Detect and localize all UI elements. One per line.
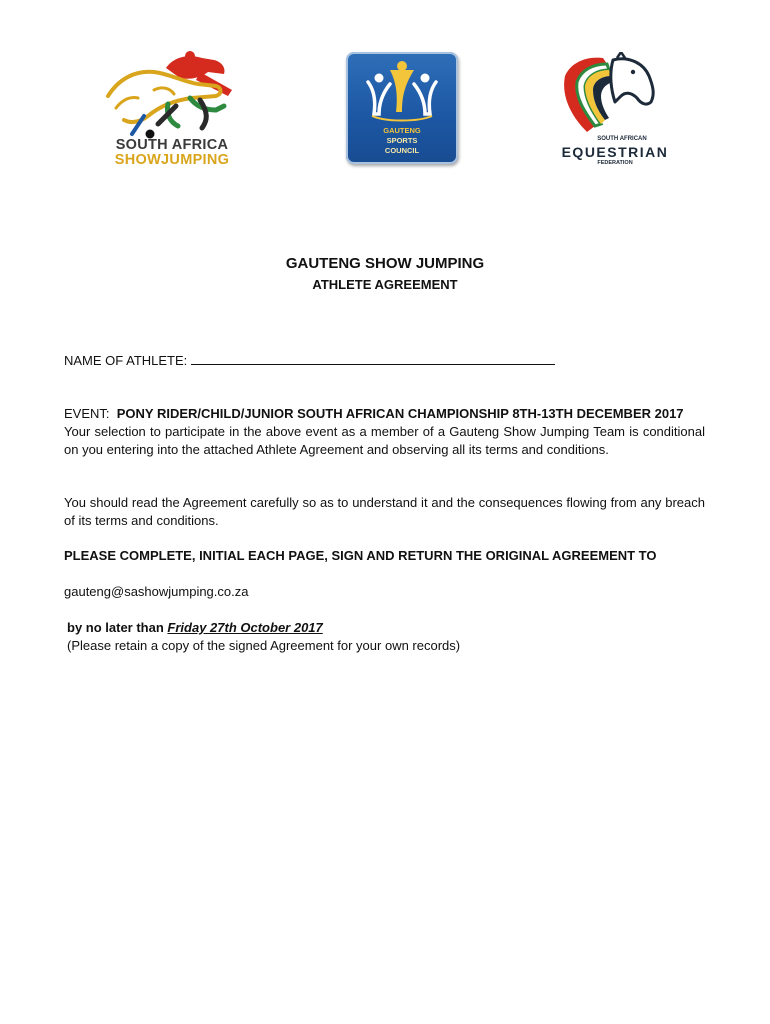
sa-logo-line1: SOUTH AFRICA [115, 137, 229, 153]
return-email: gauteng@sashowjumping.co.za [64, 584, 249, 599]
retain-note: (Please retain a copy of the signed Agreement for your own records) [67, 638, 461, 653]
athlete-name-blank-line[interactable] [191, 352, 555, 365]
gsc-logo-line3: COUNCIL [384, 146, 420, 155]
sa-equestrian-federation-logo [557, 52, 673, 172]
deadline-prefix: by no later than [67, 620, 164, 635]
return-instruction: PLEASE COMPLETE, INITIAL EACH PAGE, SIGN AND RETURN THE ORIGINAL AGREEMENT TO [64, 548, 657, 563]
event-description: Your selection to participate in the above event as a member of a Gauteng Show Jumping Team is conditional on you entering into the attached Athlete Agreement and observing all its terms and conditions. [64, 424, 705, 457]
horse-rider-emblem-icon [104, 50, 240, 140]
athletes-emblem-icon [346, 52, 458, 124]
deadline-line [67, 619, 708, 637]
read-agreement-paragraph: You should read the Agreement carefully so as to understand it and the consequences flowing from any breach of its terms and conditions. [64, 495, 705, 528]
document-subtitle: ATHLETE AGREEMENT [312, 277, 458, 292]
horse-head-flag-icon [557, 52, 673, 136]
deadline-section [64, 619, 708, 655]
sa-logo-line2: SHOWJUMPING [114, 152, 230, 168]
gsc-logo-line1: GAUTENG [383, 126, 421, 135]
athlete-name-label: NAME OF ATHLETE: [64, 353, 188, 368]
gsc-logo-line2: SPORTS [386, 136, 418, 145]
athlete-name-row [64, 352, 705, 370]
eq-logo-line2: EQUESTRIAN [561, 144, 669, 160]
event-label: EVENT: [64, 406, 110, 421]
deadline-date: Friday 27th October 2017 [167, 620, 323, 635]
document-title: GAUTENG SHOW JUMPING [285, 255, 485, 272]
sa-showjumping-logo [104, 50, 240, 168]
event-line [64, 405, 705, 423]
logo-row [0, 48, 770, 178]
event-section [64, 405, 705, 459]
event-name: PONY RIDER/CHILD/JUNIOR SOUTH AFRICAN CHAMPIONSHIP 8TH-13TH DECEMBER 2017 [116, 406, 684, 421]
eq-logo-line1: SOUTH AFRICAN [597, 136, 647, 142]
eq-logo-line3: FEDERATION [597, 160, 633, 166]
gauteng-sports-council-logo [346, 52, 458, 164]
